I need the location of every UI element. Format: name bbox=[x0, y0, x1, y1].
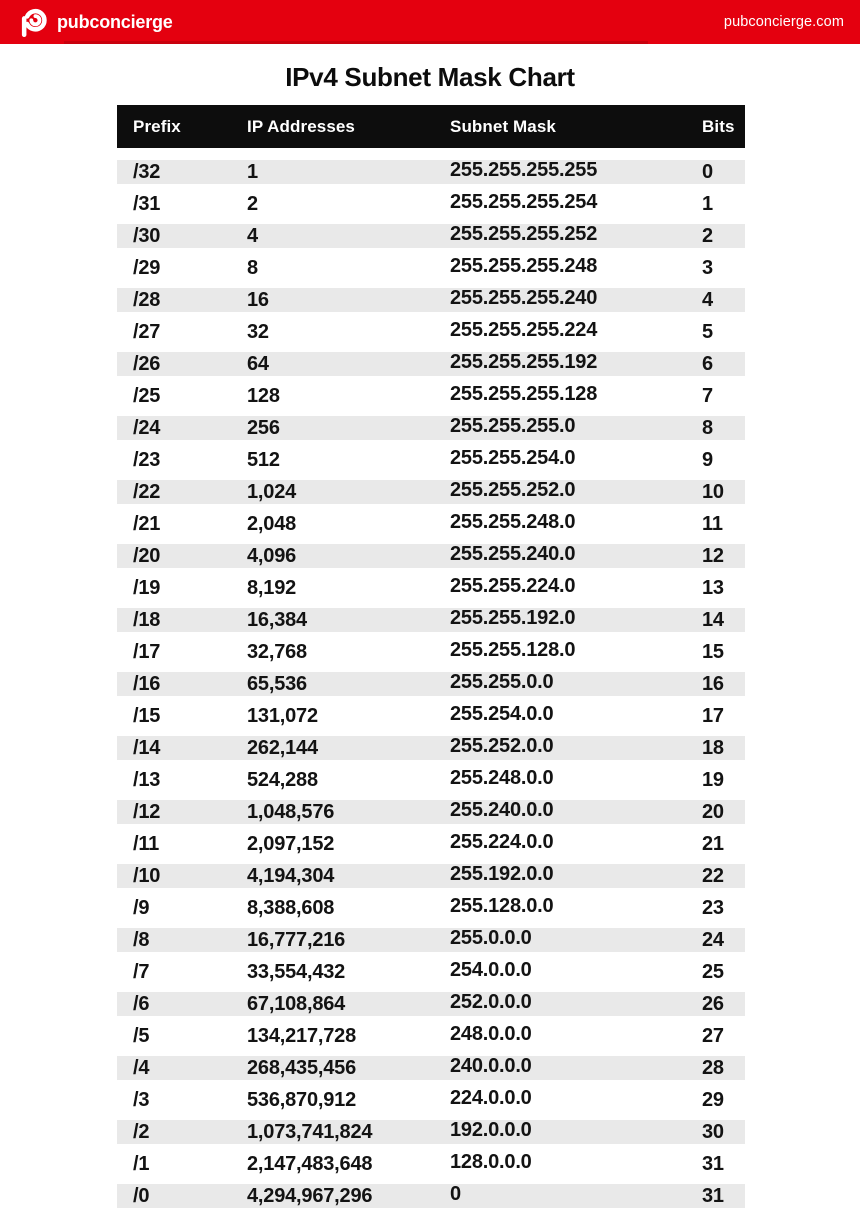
bits-cell: 1 bbox=[702, 192, 713, 215]
subnet-mask-cell: 254.0.0.0 bbox=[450, 958, 532, 981]
subnet-mask-cell: 255.255.255.240 bbox=[450, 286, 598, 309]
ip-addresses-cell: 512 bbox=[247, 448, 280, 471]
ip-addresses-cell: 128 bbox=[247, 384, 280, 407]
prefix-cell: /14 bbox=[133, 736, 161, 759]
bits-cell: 6 bbox=[702, 352, 713, 375]
prefix-cell: /32 bbox=[133, 160, 161, 183]
table-row bbox=[117, 380, 745, 412]
prefix-cell: /27 bbox=[133, 320, 161, 343]
table-row bbox=[117, 284, 745, 316]
ip-addresses-cell: 1,024 bbox=[247, 480, 297, 503]
subnet-mask-cell: 255.255.255.248 bbox=[450, 254, 598, 277]
subnet-mask-cell: 192.0.0.0 bbox=[450, 1118, 532, 1141]
bits-cell: 29 bbox=[702, 1088, 724, 1111]
table-row bbox=[117, 700, 745, 732]
subnet-mask-cell: 255.255.255.192 bbox=[450, 350, 598, 373]
column-header-subnet-mask: Subnet Mask bbox=[450, 116, 556, 136]
header-bottom-strip bbox=[64, 41, 648, 44]
ip-addresses-cell: 8,388,608 bbox=[247, 896, 335, 919]
subnet-mask-cell: 255.255.224.0 bbox=[450, 574, 576, 597]
ip-addresses-cell: 16,384 bbox=[247, 608, 307, 631]
bits-cell: 26 bbox=[702, 992, 724, 1015]
prefix-cell: /6 bbox=[133, 992, 150, 1015]
ip-addresses-cell: 32 bbox=[247, 320, 269, 343]
page-title: IPv4 Subnet Mask Chart bbox=[285, 62, 575, 92]
prefix-cell: /7 bbox=[133, 960, 150, 983]
ip-addresses-cell: 8,192 bbox=[247, 576, 297, 599]
subnet-mask-table bbox=[117, 105, 745, 1212]
prefix-cell: /0 bbox=[133, 1184, 150, 1207]
bits-cell: 31 bbox=[702, 1152, 724, 1175]
table-row bbox=[117, 636, 745, 668]
prefix-cell: /23 bbox=[133, 448, 161, 471]
table-row bbox=[117, 412, 745, 444]
ip-addresses-cell: 2,048 bbox=[247, 512, 297, 535]
prefix-cell: /8 bbox=[133, 928, 150, 951]
bits-cell: 7 bbox=[702, 384, 713, 407]
subnet-mask-cell: 255.255.255.254 bbox=[450, 190, 598, 213]
ip-addresses-cell: 4,294,967,296 bbox=[247, 1184, 373, 1207]
subnet-mask-cell: 255.0.0.0 bbox=[450, 926, 532, 949]
ip-addresses-cell: 16,777,216 bbox=[247, 928, 346, 951]
table-row bbox=[117, 476, 745, 508]
subnet-mask-cell: 128.0.0.0 bbox=[450, 1150, 532, 1173]
table-row bbox=[117, 764, 745, 796]
brand-logo bbox=[20, 7, 173, 38]
bits-cell: 11 bbox=[702, 512, 723, 535]
subnet-mask-cell: 255.255.255.252 bbox=[450, 222, 598, 245]
subnet-mask-cell: 255.255.255.0 bbox=[450, 414, 576, 437]
table-row bbox=[117, 252, 745, 284]
table-body bbox=[117, 156, 745, 1212]
table-row bbox=[117, 1148, 745, 1180]
ip-addresses-cell: 4 bbox=[247, 224, 258, 247]
prefix-cell: /28 bbox=[133, 288, 161, 311]
bits-cell: 0 bbox=[702, 160, 713, 183]
bits-cell: 25 bbox=[702, 960, 724, 983]
ip-addresses-cell: 1 bbox=[247, 160, 258, 183]
table-row bbox=[117, 348, 745, 380]
table-row bbox=[117, 316, 745, 348]
subnet-mask-cell: 255.255.255.128 bbox=[450, 382, 598, 405]
subnet-mask-cell: 255.255.255.255 bbox=[450, 158, 598, 181]
bits-cell: 18 bbox=[702, 736, 724, 759]
subnet-mask-cell: 255.248.0.0 bbox=[450, 766, 554, 789]
table-row bbox=[117, 796, 745, 828]
prefix-cell: /15 bbox=[133, 704, 161, 727]
ip-addresses-cell: 8 bbox=[247, 256, 258, 279]
prefix-cell: /22 bbox=[133, 480, 161, 503]
brand-logo-text: pubconcierge bbox=[57, 11, 173, 32]
bits-cell: 8 bbox=[702, 416, 713, 439]
prefix-cell: /3 bbox=[133, 1088, 150, 1111]
table-row bbox=[117, 572, 745, 604]
table-row bbox=[117, 828, 745, 860]
subnet-mask-cell: 255.255.240.0 bbox=[450, 542, 576, 565]
subnet-mask-cell: 240.0.0.0 bbox=[450, 1054, 532, 1077]
prefix-cell: /31 bbox=[133, 192, 161, 215]
ip-addresses-cell: 134,217,728 bbox=[247, 1024, 357, 1047]
prefix-cell: /9 bbox=[133, 896, 150, 919]
prefix-cell: /4 bbox=[133, 1056, 150, 1079]
bits-cell: 14 bbox=[702, 608, 724, 631]
table-row bbox=[117, 540, 745, 572]
prefix-cell: /26 bbox=[133, 352, 161, 375]
table-header-row bbox=[117, 105, 745, 148]
subnet-mask-cell: 224.0.0.0 bbox=[450, 1086, 532, 1109]
bits-cell: 3 bbox=[702, 256, 713, 279]
bits-cell: 9 bbox=[702, 448, 713, 471]
ip-addresses-cell: 67,108,864 bbox=[247, 992, 346, 1015]
bits-cell: 20 bbox=[702, 800, 724, 823]
prefix-cell: /20 bbox=[133, 544, 161, 567]
ip-addresses-cell: 64 bbox=[247, 352, 269, 375]
prefix-cell: /5 bbox=[133, 1024, 150, 1047]
ip-addresses-cell: 2 bbox=[247, 192, 258, 215]
table-row bbox=[117, 732, 745, 764]
bits-cell: 4 bbox=[702, 288, 713, 311]
table-row bbox=[117, 1020, 745, 1052]
bits-cell: 28 bbox=[702, 1056, 724, 1079]
prefix-cell: /30 bbox=[133, 224, 161, 247]
subnet-mask-cell: 255.255.128.0 bbox=[450, 638, 576, 661]
subnet-mask-cell: 255.255.255.224 bbox=[450, 318, 598, 341]
bits-cell: 17 bbox=[702, 704, 724, 727]
bits-cell: 27 bbox=[702, 1024, 724, 1047]
prefix-cell: /29 bbox=[133, 256, 161, 279]
bits-cell: 15 bbox=[702, 640, 724, 663]
subnet-mask-cell: 255.255.0.0 bbox=[450, 670, 554, 693]
ip-addresses-cell: 4,096 bbox=[247, 544, 297, 567]
subnet-mask-cell: 255.128.0.0 bbox=[450, 894, 554, 917]
subnet-mask-cell: 255.254.0.0 bbox=[450, 702, 554, 725]
table-row bbox=[117, 860, 745, 892]
ip-addresses-cell: 1,048,576 bbox=[247, 800, 335, 823]
prefix-cell: /25 bbox=[133, 384, 161, 407]
prefix-cell: /1 bbox=[133, 1152, 150, 1175]
table-row bbox=[117, 156, 745, 188]
subnet-mask-cell: 255.255.252.0 bbox=[450, 478, 576, 501]
subnet-mask-cell: 255.224.0.0 bbox=[450, 830, 554, 853]
subnet-mask-cell: 0 bbox=[450, 1182, 461, 1205]
bits-cell: 31 bbox=[702, 1184, 724, 1207]
ip-addresses-cell: 256 bbox=[247, 416, 280, 439]
subnet-mask-cell: 255.240.0.0 bbox=[450, 798, 554, 821]
prefix-cell: /12 bbox=[133, 800, 161, 823]
subnet-mask-cell: 255.255.254.0 bbox=[450, 446, 576, 469]
column-header-ip-addresses: IP Addresses bbox=[247, 116, 355, 136]
table-row bbox=[117, 444, 745, 476]
table-row bbox=[117, 924, 745, 956]
bits-cell: 12 bbox=[702, 544, 724, 567]
ip-addresses-cell: 65,536 bbox=[247, 672, 307, 695]
ip-addresses-cell: 131,072 bbox=[247, 704, 318, 727]
bits-cell: 21 bbox=[702, 832, 724, 855]
table-row bbox=[117, 668, 745, 700]
bits-cell: 13 bbox=[702, 576, 724, 599]
table-row bbox=[117, 988, 745, 1020]
table-row bbox=[117, 604, 745, 636]
ip-addresses-cell: 2,147,483,648 bbox=[247, 1152, 373, 1175]
bits-cell: 30 bbox=[702, 1120, 724, 1143]
ip-addresses-cell: 2,097,152 bbox=[247, 832, 335, 855]
bits-cell: 19 bbox=[702, 768, 724, 791]
bits-cell: 23 bbox=[702, 896, 724, 919]
column-header-prefix: Prefix bbox=[133, 116, 181, 136]
table-row bbox=[117, 1084, 745, 1116]
ip-addresses-cell: 268,435,456 bbox=[247, 1056, 357, 1079]
prefix-cell: /10 bbox=[133, 864, 161, 887]
table-row bbox=[117, 508, 745, 540]
prefix-cell: /18 bbox=[133, 608, 161, 631]
table-row bbox=[117, 892, 745, 924]
subnet-mask-cell: 248.0.0.0 bbox=[450, 1022, 532, 1045]
prefix-cell: /16 bbox=[133, 672, 161, 695]
ip-addresses-cell: 33,554,432 bbox=[247, 960, 346, 983]
table-row bbox=[117, 1052, 745, 1084]
column-header-bits: Bits bbox=[702, 116, 735, 136]
ip-addresses-cell: 4,194,304 bbox=[247, 864, 335, 887]
brand-header-bar bbox=[0, 0, 860, 44]
bits-cell: 5 bbox=[702, 320, 713, 343]
subnet-mask-cell: 252.0.0.0 bbox=[450, 990, 532, 1013]
bits-cell: 22 bbox=[702, 864, 724, 887]
table-row bbox=[117, 956, 745, 988]
prefix-cell: /2 bbox=[133, 1120, 150, 1143]
prefix-cell: /17 bbox=[133, 640, 161, 663]
subnet-mask-cell: 255.192.0.0 bbox=[450, 862, 554, 885]
bits-cell: 24 bbox=[702, 928, 724, 951]
ip-addresses-cell: 262,144 bbox=[247, 736, 318, 759]
prefix-cell: /11 bbox=[133, 832, 160, 855]
prefix-cell: /24 bbox=[133, 416, 161, 439]
ip-addresses-cell: 524,288 bbox=[247, 768, 318, 791]
brand-website-text: pubconcierge.com bbox=[723, 14, 844, 30]
subnet-mask-cell: 255.255.248.0 bbox=[450, 510, 576, 533]
table-row bbox=[117, 188, 745, 220]
prefix-cell: /13 bbox=[133, 768, 161, 791]
subnet-mask-cell: 255.252.0.0 bbox=[450, 734, 554, 757]
subnet-mask-cell: 255.255.192.0 bbox=[450, 606, 576, 629]
bits-cell: 10 bbox=[702, 480, 724, 503]
table-row bbox=[117, 1116, 745, 1148]
pubconcierge-spiral-p-icon bbox=[20, 7, 49, 38]
prefix-cell: /19 bbox=[133, 576, 161, 599]
ip-addresses-cell: 16 bbox=[247, 288, 269, 311]
ip-addresses-cell: 536,870,912 bbox=[247, 1088, 357, 1111]
table-row bbox=[117, 1180, 745, 1212]
bits-cell: 16 bbox=[702, 672, 724, 695]
table-row bbox=[117, 220, 745, 252]
ip-addresses-cell: 32,768 bbox=[247, 640, 307, 663]
ip-addresses-cell: 1,073,741,824 bbox=[247, 1120, 373, 1143]
prefix-cell: /21 bbox=[133, 512, 161, 535]
bits-cell: 2 bbox=[702, 224, 713, 247]
